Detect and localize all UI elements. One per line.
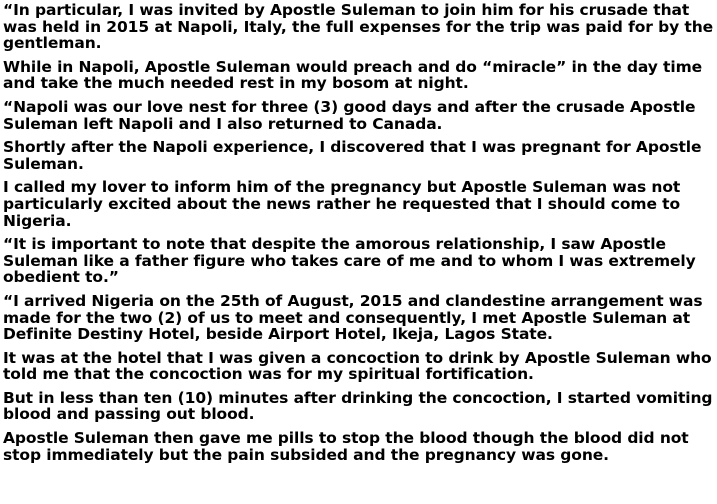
paragraph-5: I called my lover to inform him of the pregnancy but Apostle Suleman was not particularly excited about the news rather he requested that I should come to Nigeria. <box>3 178 681 230</box>
paragraph-3: “Napoli was our love nest for three (3) good days and after the crusade Apostle Suleman left Napoli and I also returned to Canada. <box>3 97 696 133</box>
paragraph-4: Shortly after the Napoli experience, I discovered that I was pregnant for Apostle Suleman. <box>3 138 702 173</box>
paragraph-7: “I arrived Nigeria on the 25th of August, 2015 and clandestine arrangement was made for the two (2) of us to meet and consequently, I met Apostle Suleman at Definite Destiny Hotel, beside Airport Hotel, Ikeja, Lagos State. <box>3 291 703 344</box>
paragraph-8: It was at the hotel that I was given a concoction to drink by Apostle Suleman who told me that the concoction was for my spiritual fortification. <box>3 348 712 384</box>
paragraph-6: “It is important to note that despite the amorous relationship, I saw Apostle Suleman like a father figure who takes care of me and to whom I was extremely obedient to.” <box>3 235 696 287</box>
paragraph-2: While in Napoli, Apostle Suleman would preach and do “miracle” in the day time and take the much needed rest in my bosom at night. <box>3 57 703 93</box>
paragraph-10: Apostle Suleman then gave me pills to stop the blood though the blood did not stop immediately but the pain subsided and the pregnancy was gone. <box>3 429 689 464</box>
paragraph-1: “In particular, I was invited by Apostle Suleman to join him for his crusade that was held in 2015 at Napoli, Italy, the full expenses for the trip was paid for by the gentleman. <box>3 1 714 53</box>
paragraph-9: But in less than ten (10) minutes after drinking the concoction, I started vomiting blood and passing out blood. <box>3 388 713 424</box>
